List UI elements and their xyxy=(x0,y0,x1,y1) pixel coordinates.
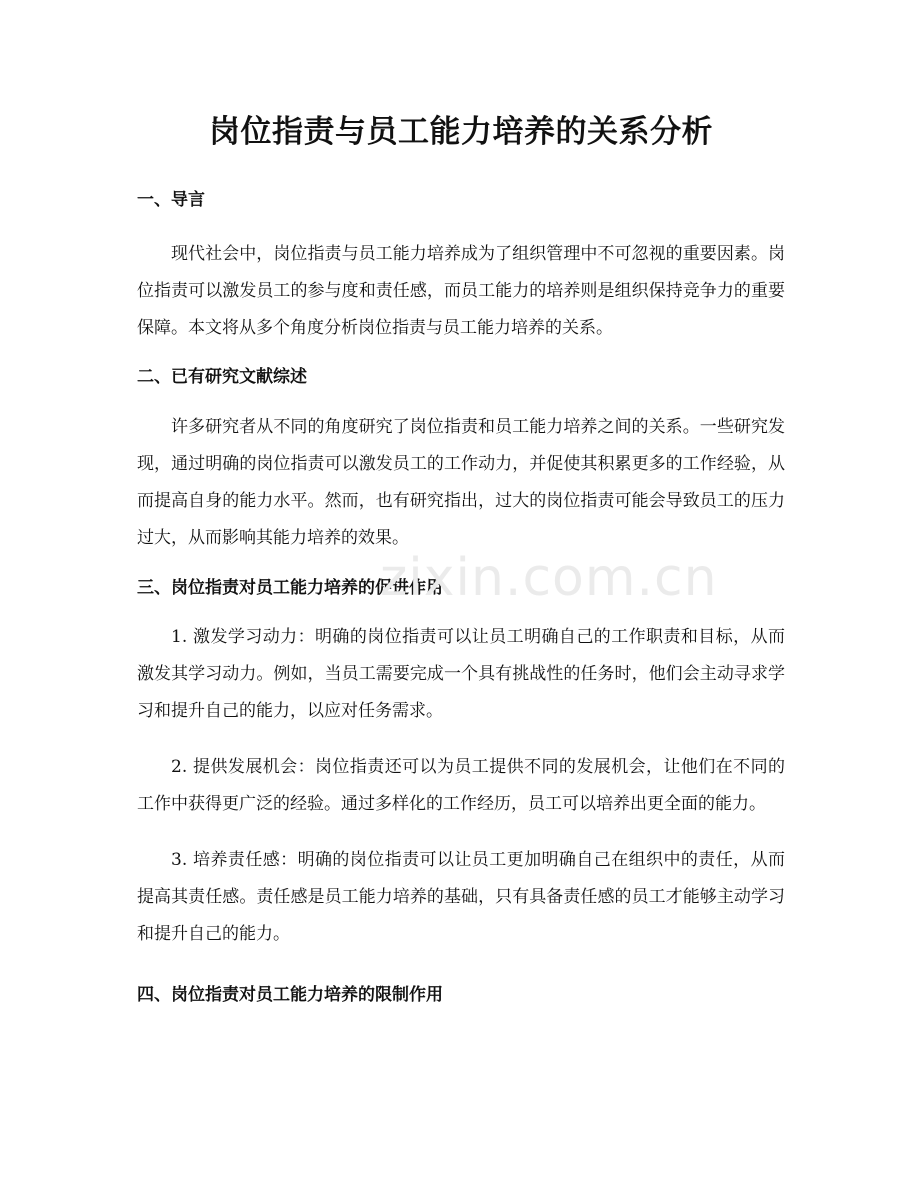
promoting-effect-item-2: 2. 提供发展机会：岗位指责还可以为员工提供不同的发展机会，让他们在不同的工作中获得更广泛的经验。通过多样化的工作经历，员工可以培养出更全面的能力。 xyxy=(137,757,785,814)
document-title: 岗位指责与员工能力培养的关系分析 xyxy=(209,114,713,150)
section-heading-literature-review: 二、已有研究文献综述 xyxy=(137,367,307,387)
section-heading-promoting-effects: 三、岗位指责对员工能力培养的促进作用 xyxy=(137,578,443,598)
section-heading-introduction: 一、导言 xyxy=(137,190,205,210)
watermark-text: zixin.com.cn xyxy=(380,548,718,608)
section-heading-limiting-effects: 四、岗位指责对员工能力培养的限制作用 xyxy=(137,985,443,1005)
introduction-paragraph: 现代社会中，岗位指责与员工能力培养成为了组织管理中不可忽视的重要因素。岗位指责可以激发员工的参与度和责任感，而员工能力的培养则是组织保持竞争力的重要保障。本文将从多个角度分析岗位指责与员工能力培养的关系。 xyxy=(137,244,785,338)
promoting-effect-item-3: 3. 培养责任感：明确的岗位指责可以让员工更加明确自己在组织中的责任，从而提高其责任感。责任感是员工能力培养的基础，只有具备责任感的员工才能够主动学习和提升自己的能力。 xyxy=(137,850,785,944)
literature-review-paragraph: 许多研究者从不同的角度研究了岗位指责和员工能力培养之间的关系。一些研究发现，通过明确的岗位指责可以激发员工的工作动力，并促使其积累更多的工作经验，从而提高自身的能力水平。然而，也有研究指出，过大的岗位指责可能会导致员工的压力过大，从而影响其能力培养的效果。 xyxy=(137,417,785,548)
promoting-effect-item-1: 1. 激发学习动力：明确的岗位指责可以让员工明确自己的工作职责和目标，从而激发其学习动力。例如，当员工需要完成一个具有挑战性的任务时，他们会主动寻求学习和提升自己的能力，以应对任务需求。 xyxy=(137,627,785,721)
